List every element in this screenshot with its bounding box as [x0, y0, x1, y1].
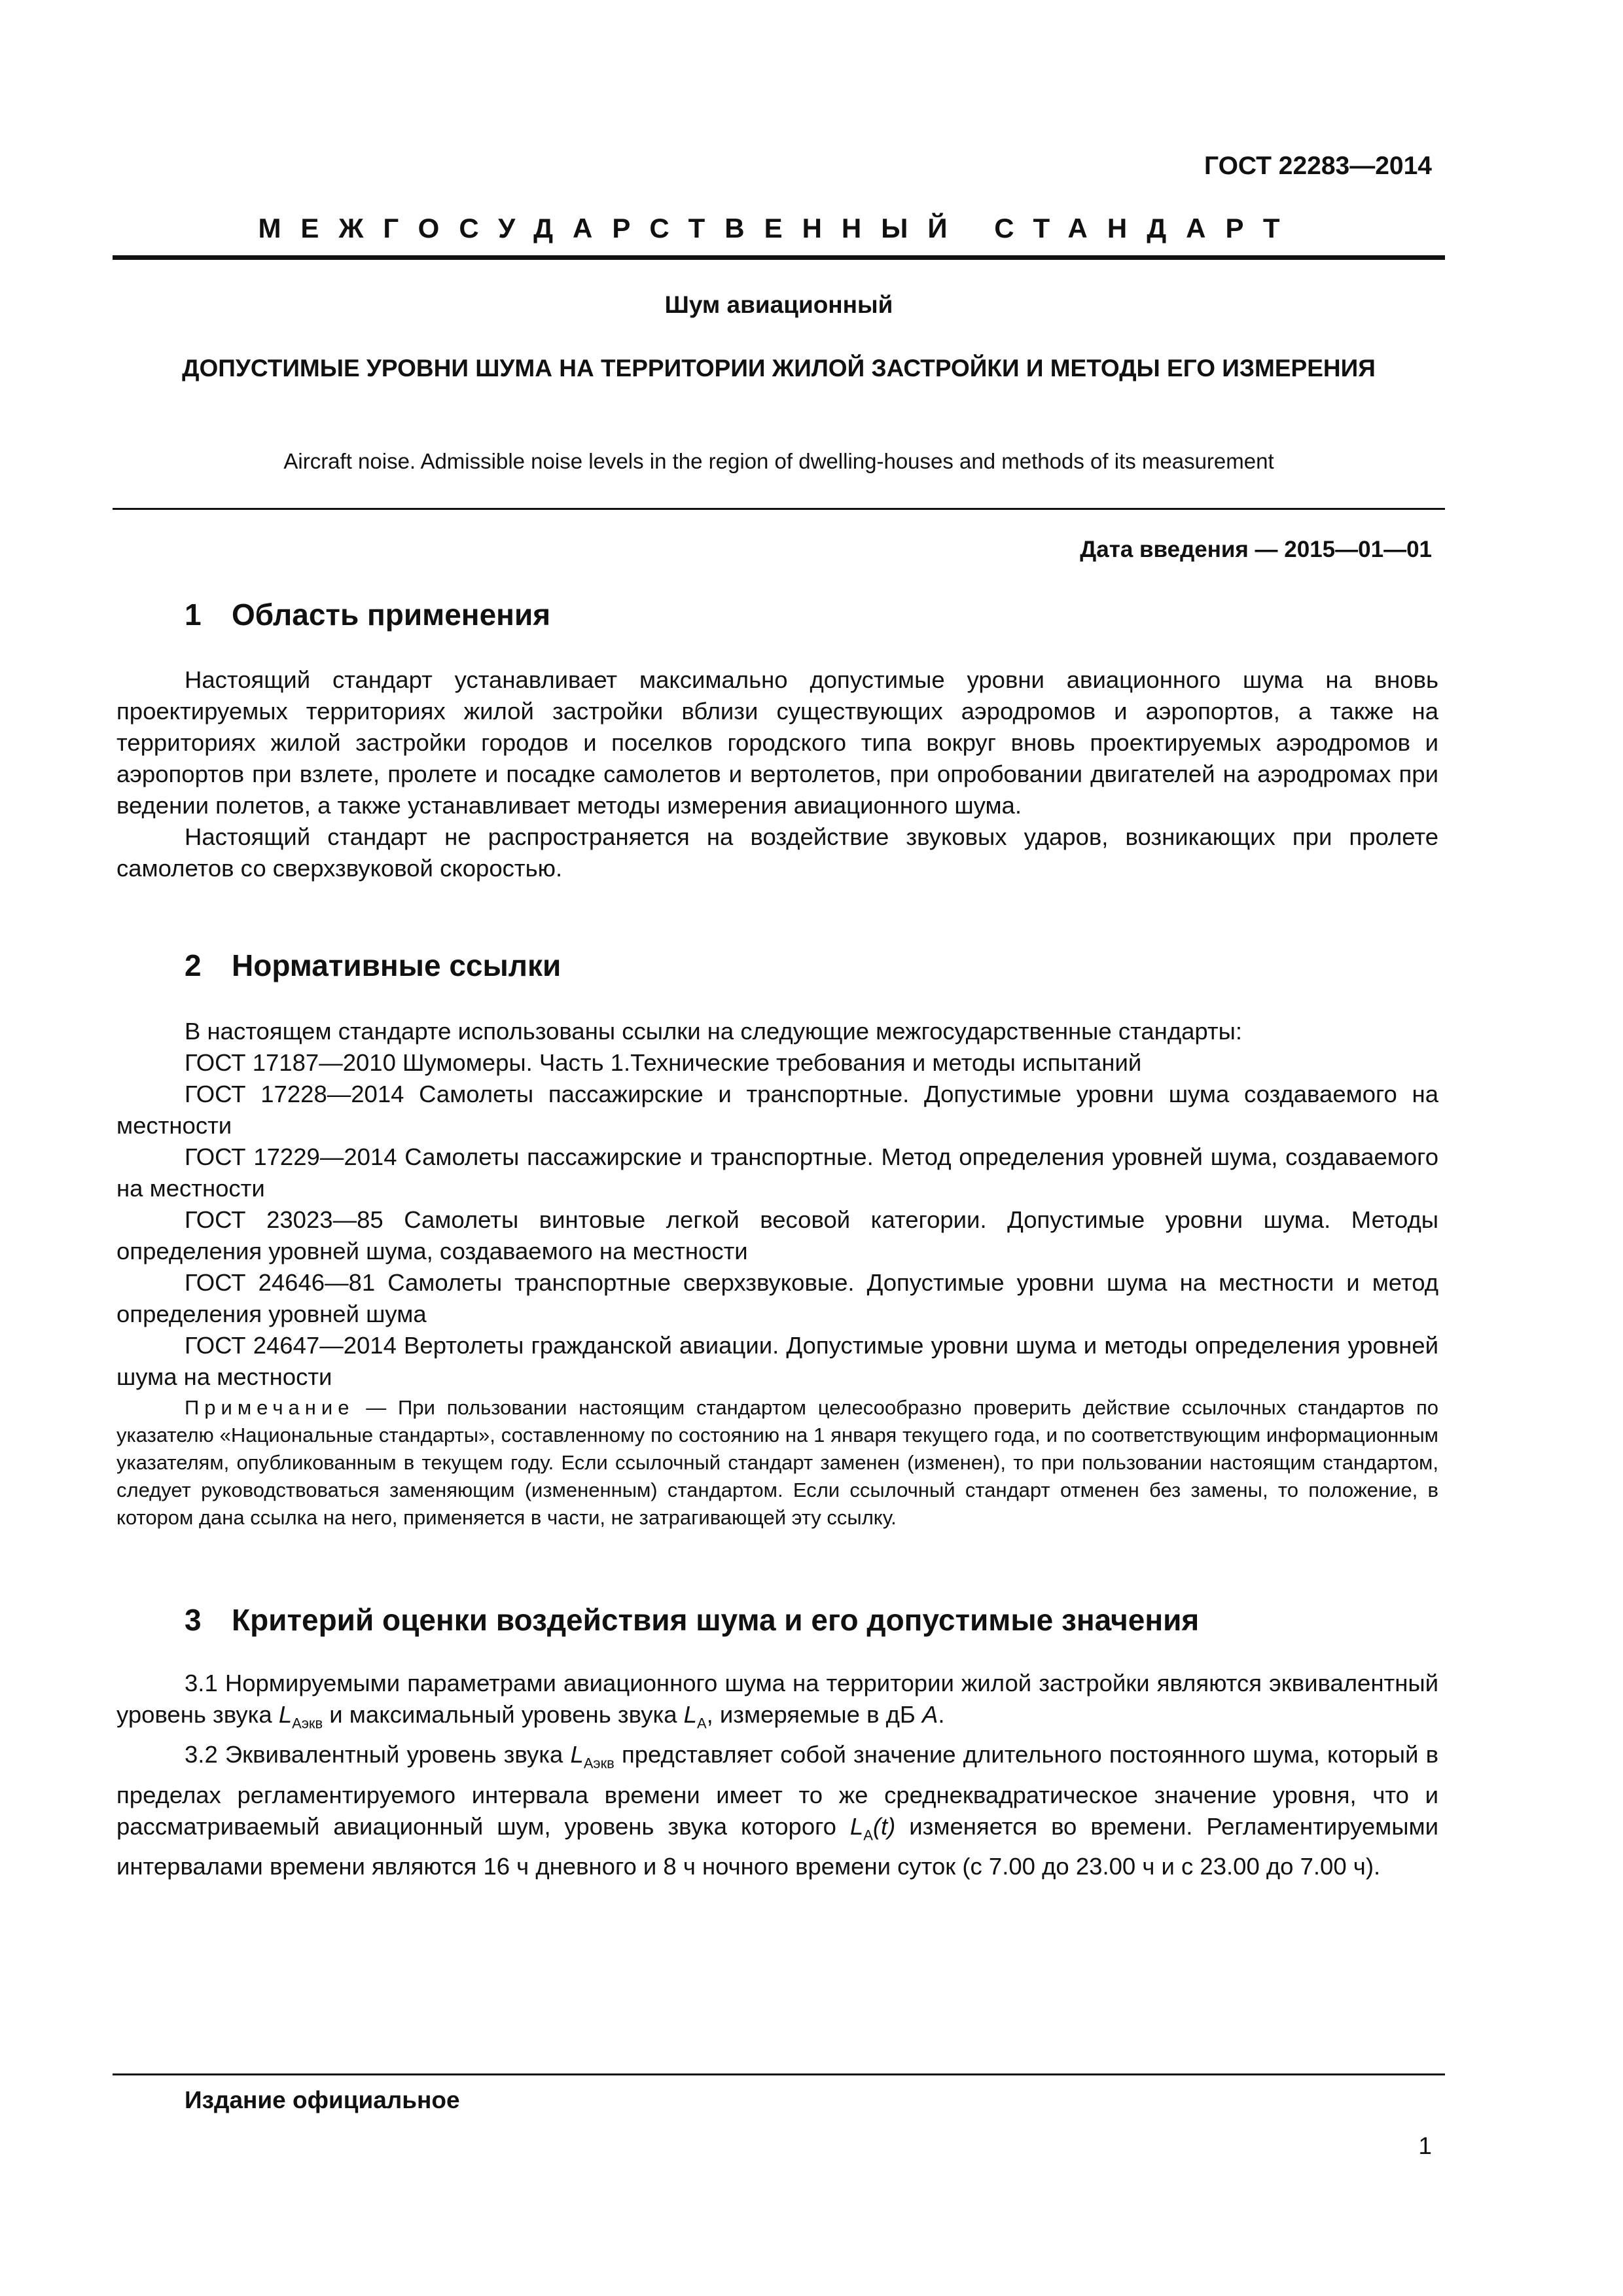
document-title-english: Aircraft noise. Admissible noise levels in the region of dwelling-houses and methods of its measurement	[283, 449, 1274, 473]
paragraph: Настоящий стандарт не распространяется на воздействие звуковых ударов, возникающих при пролете самолетов со сверхзвуковой скоростью.	[116, 823, 1438, 882]
section-title: Нормативные ссылки	[232, 948, 562, 982]
text-run: изменяется во времени. Регламентируемыми интервалами времени являются 16 ч дневного и 8 ч ночного времени суток (с 7.00 до 23.00 ч и с 23.00 до 7.00 ч).	[116, 1812, 1438, 1880]
paragraph-3-2	[116, 1739, 1438, 1882]
footer-rule	[113, 2073, 1445, 2075]
symbol-laekv: $L_{Aэкв}$	[570, 1741, 615, 1772]
section-1-body	[116, 664, 1438, 884]
reference-item: ГОСТ 23023—85 Самолеты винтовые легкой весовой категории. Допустимые уровни шума. Методы определения уровней шума, создаваемого на местности	[116, 1206, 1438, 1265]
paragraph: Настоящий стандарт устанавливает максимально допустимые уровни авиационного шума на вновь проектируемых территориях жилой застройки вблизи существующих аэродромов и аэропортов, а также на территориях жилой застройки городов и поселков городского типа вокруг вновь проектируемых аэродромов и аэропортов при взлете, пролете и посадке самолетов и вертолетов, при опробовании двигателей на аэродромах при ведении полетов, а также устанавливает методы измерения авиационного шума.	[116, 666, 1438, 819]
section-3-heading	[185, 1602, 1199, 1638]
text-run: 3.1 Нормируемыми параметрами авиационного шума на территории жилой застройки являются эквивалентный уровень звука	[116, 1670, 1438, 1728]
text-run: , измеряемые в дБ	[706, 1701, 923, 1728]
interstate-standard-label: МЕЖГОСУДАРСТВЕННЫЙ СТАНДАРТ	[258, 213, 1300, 243]
section-1-heading	[185, 597, 550, 632]
paragraph: В настоящем стандарте использованы ссылки на следующие межгосударственные стандарты:	[185, 1018, 1243, 1045]
text-run: 3.2 Эквивалентный уровень звука	[185, 1741, 571, 1768]
reference-item: ГОСТ 17229—2014 Самолеты пассажирские и транспортные. Метод определения уровней шума, создаваемого на местности	[116, 1143, 1438, 1202]
document-title: ДОПУСТИМЫЕ УРОВНИ ШУМА НА ТЕРРИТОРИИ ЖИЛОЙ ЗАСТРОЙКИ И МЕТОДЫ ЕГО ИЗМЕРЕНИЯ	[182, 355, 1376, 382]
note-block	[116, 1394, 1438, 1532]
paragraph-3-1	[116, 1668, 1438, 1739]
text-run: представляет собой значение длительного постоянного шума, который в пределах регламентируемого интервала времени имеет то же среднеквадратическое значение уровня, что и рассматриваемый авиационный шум, уровень звука которого	[116, 1741, 1438, 1840]
symbol-la-t: $L_A(t)$	[849, 1812, 896, 1843]
page-number: 1	[1418, 2132, 1432, 2159]
section-3-body	[116, 1668, 1438, 1882]
reference-item: ГОСТ 17228—2014 Самолеты пассажирские и транспортные. Допустимые уровни шума создаваемого на местности	[116, 1081, 1438, 1139]
reference-item: ГОСТ 24647—2014 Вертолеты гражданской авиации. Допустимые уровни шума и методы определения уровней шума на местности	[116, 1332, 1438, 1390]
reference-item: ГОСТ 17187—2010 Шумомеры. Часть 1.Технические требования и методы испытаний	[185, 1049, 1142, 1076]
symbol-la: $L_A$	[683, 1701, 707, 1732]
header-rule	[113, 255, 1445, 260]
text-run: и максимальный уровень звука	[323, 1701, 684, 1728]
section-number: 1	[185, 598, 202, 632]
section-title: Критерий оценки воздействия шума и его допустимые значения	[232, 1603, 1200, 1637]
unit-a: A	[922, 1701, 938, 1728]
gost-code: ГОСТ 22283—2014	[1204, 152, 1432, 180]
document-subtitle: Шум авиационный	[664, 291, 893, 318]
section-2-heading	[185, 948, 561, 983]
title-rule	[113, 508, 1445, 510]
text-run: .	[938, 1701, 945, 1728]
section-title: Область применения	[232, 598, 551, 632]
symbol-laekv: $L_{Aэкв}$	[278, 1701, 323, 1732]
note-paragraph	[116, 1394, 1438, 1532]
note-text: — При пользовании настоящим стандартом целесообразно проверить действие ссылочных стандартов по указателю «Национальные стандарты», составленному по состоянию на 1 января текущего года, и по соответствующим информационным указателям, опубликованным в текущем году. Если ссылочный стандарт заменен (изменен), то при пользовании настоящим стандартом, следует руководствоваться заменяющим (измененным) стандартом. Если ссылочный стандарт отменен без замены, то положение, в котором дана ссылка на него, применяется в части, не затрагивающей эту ссылку.	[116, 1396, 1438, 1529]
note-label: Примечание	[185, 1396, 355, 1419]
section-number: 2	[185, 948, 202, 982]
official-edition-label: Издание официальное	[185, 2087, 460, 2113]
introduction-date: Дата введения — 2015—01—01	[1080, 537, 1432, 562]
section-2-body	[116, 1016, 1438, 1393]
reference-item: ГОСТ 24646—81 Самолеты транспортные сверхзвуковые. Допустимые уровни шума на местности и метод определения уровней шума	[116, 1269, 1438, 1327]
section-number: 3	[185, 1603, 202, 1637]
